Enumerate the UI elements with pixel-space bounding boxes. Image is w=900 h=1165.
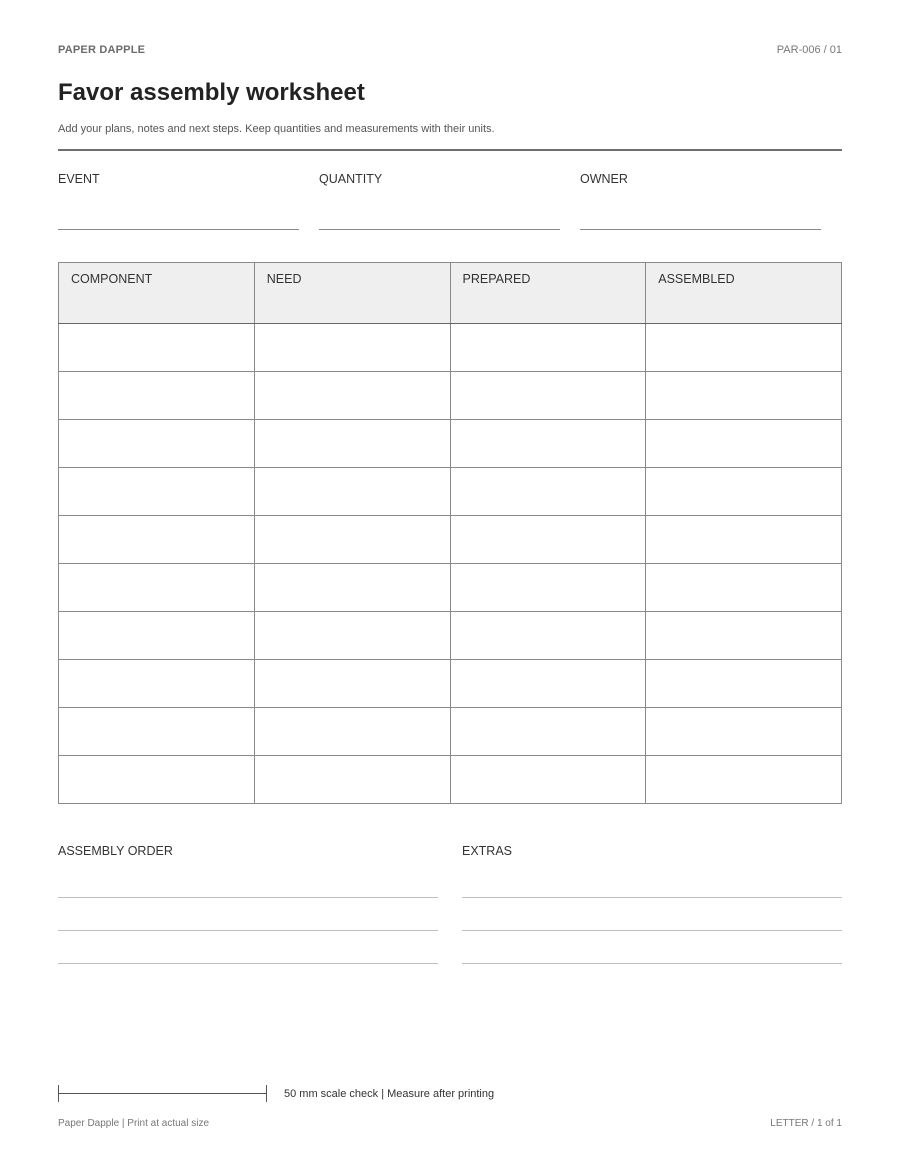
table-cell[interactable]	[646, 612, 842, 660]
column-header-component: COMPONENT	[59, 263, 255, 324]
table-cell[interactable]	[646, 372, 842, 420]
table-row	[59, 612, 842, 660]
scale-tick-end	[266, 1085, 267, 1102]
owner-label: OWNER	[580, 172, 628, 186]
table-row	[59, 468, 842, 516]
brand-name: PAPER DAPPLE	[58, 44, 146, 56]
scale-line	[58, 1093, 267, 1094]
event-field[interactable]	[58, 172, 299, 186]
table-cell[interactable]	[59, 372, 255, 420]
assembly-order-label: ASSEMBLY ORDER	[58, 844, 173, 858]
table-cell[interactable]	[450, 372, 646, 420]
event-write-line[interactable]	[58, 229, 299, 230]
table-row	[59, 420, 842, 468]
table-cell[interactable]	[254, 324, 450, 372]
event-label: EVENT	[58, 172, 100, 186]
owner-field[interactable]	[580, 172, 821, 186]
assembly-order-section	[58, 844, 438, 858]
table-cell[interactable]	[59, 516, 255, 564]
table-cell[interactable]	[450, 756, 646, 804]
extras-line[interactable]	[462, 897, 842, 898]
table-cell[interactable]	[254, 372, 450, 420]
table-cell[interactable]	[59, 468, 255, 516]
table-row	[59, 756, 842, 804]
page-subtitle: Add your plans, notes and next steps. Keep quantities and measurements with their units.	[58, 123, 495, 135]
quantity-write-line[interactable]	[319, 229, 560, 230]
table-header-row	[59, 263, 842, 324]
table-cell[interactable]	[646, 708, 842, 756]
assembly-order-line[interactable]	[58, 963, 438, 964]
table-cell[interactable]	[59, 324, 255, 372]
footer-right: LETTER / 1 of 1	[770, 1118, 842, 1129]
table-cell[interactable]	[450, 612, 646, 660]
document-id: PAR-006 / 01	[776, 44, 842, 56]
assembly-order-line[interactable]	[58, 930, 438, 931]
table-cell[interactable]	[450, 564, 646, 612]
table-row	[59, 324, 842, 372]
table-cell[interactable]	[646, 564, 842, 612]
quantity-field[interactable]	[319, 172, 560, 186]
table-cell[interactable]	[450, 468, 646, 516]
components-table	[58, 262, 842, 804]
table-cell[interactable]	[254, 708, 450, 756]
table-cell[interactable]	[254, 612, 450, 660]
column-header-need: NEED	[254, 263, 450, 324]
table-cell[interactable]	[254, 420, 450, 468]
table-cell[interactable]	[646, 756, 842, 804]
owner-write-line[interactable]	[580, 229, 821, 230]
table-cell[interactable]	[59, 564, 255, 612]
table-cell[interactable]	[646, 516, 842, 564]
table-row	[59, 372, 842, 420]
table-cell[interactable]	[254, 516, 450, 564]
table-row	[59, 516, 842, 564]
assembly-order-line[interactable]	[58, 897, 438, 898]
table-cell[interactable]	[450, 660, 646, 708]
table-row	[59, 564, 842, 612]
scale-check-text: 50 mm scale check | Measure after printing	[284, 1088, 495, 1100]
table-cell[interactable]	[254, 660, 450, 708]
table-cell[interactable]	[254, 756, 450, 804]
table-cell[interactable]	[59, 420, 255, 468]
page-title: Favor assembly worksheet	[58, 79, 365, 106]
table-cell[interactable]	[59, 756, 255, 804]
table-cell[interactable]	[450, 708, 646, 756]
column-header-prepared: PREPARED	[450, 263, 646, 324]
table-cell[interactable]	[450, 420, 646, 468]
table-cell[interactable]	[646, 660, 842, 708]
table-cell[interactable]	[646, 324, 842, 372]
extras-section	[462, 844, 842, 858]
table-row	[59, 708, 842, 756]
table-cell[interactable]	[254, 564, 450, 612]
extras-label: EXTRAS	[462, 844, 513, 858]
footer-left: Paper Dapple | Print at actual size	[58, 1118, 210, 1129]
scale-check-bar	[58, 1085, 267, 1102]
table-cell[interactable]	[59, 660, 255, 708]
extras-line[interactable]	[462, 930, 842, 931]
extras-line[interactable]	[462, 963, 842, 964]
table-cell[interactable]	[254, 468, 450, 516]
table-cell[interactable]	[59, 708, 255, 756]
table-cell[interactable]	[59, 612, 255, 660]
quantity-label: QUANTITY	[319, 172, 383, 186]
table-cell[interactable]	[450, 516, 646, 564]
table-body	[59, 324, 842, 804]
table-cell[interactable]	[450, 324, 646, 372]
table-row	[59, 660, 842, 708]
table-cell[interactable]	[646, 468, 842, 516]
header-divider	[58, 149, 842, 151]
table-cell[interactable]	[646, 420, 842, 468]
column-header-assembled: ASSEMBLED	[646, 263, 842, 324]
